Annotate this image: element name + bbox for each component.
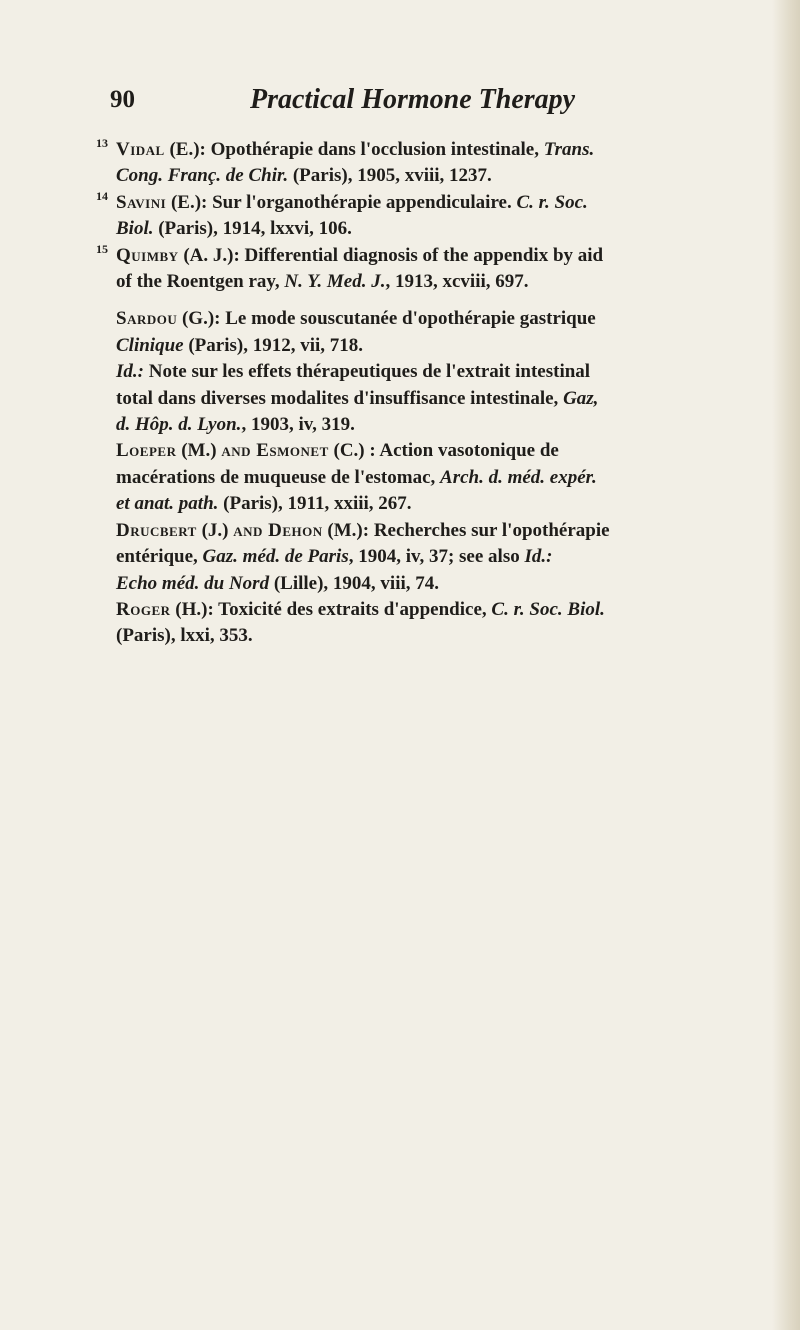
page-edge-shadow bbox=[772, 0, 800, 1330]
reference-text: (Paris), 1912, vii, 718. bbox=[183, 334, 364, 356]
reference-text: (Paris), 1914, lxxvi, 106. bbox=[153, 218, 352, 240]
journal-title: C. r. Soc. bbox=[516, 191, 588, 213]
reference-entry bbox=[96, 306, 756, 359]
author-name: Vidal bbox=[116, 139, 165, 160]
reference-text: of the Roentgen ray, bbox=[116, 271, 285, 293]
journal-title: Gaz, bbox=[563, 387, 599, 409]
reference-text: (Paris), 1905, xviii, 1237. bbox=[288, 165, 492, 187]
reference-line bbox=[116, 190, 756, 216]
reference-text: , 1903, iv, 319. bbox=[241, 414, 355, 436]
reference-text: (E.): Sur l'organothérapie appendiculaire. bbox=[166, 191, 517, 213]
journal-title: Biol. bbox=[116, 218, 154, 240]
journal-title: Id.: bbox=[524, 546, 553, 568]
journal-title: d. Hôp. d. Lyon. bbox=[116, 414, 242, 436]
reference-entry bbox=[96, 597, 756, 650]
reference-line bbox=[116, 438, 756, 464]
reference-text: entérique, bbox=[116, 546, 203, 568]
reference-line bbox=[116, 623, 756, 649]
reference-line bbox=[116, 544, 756, 570]
reference-line bbox=[116, 518, 756, 544]
reference-line bbox=[116, 216, 756, 242]
reference-entry bbox=[96, 359, 756, 438]
journal-title: C. r. Soc. Biol. bbox=[491, 598, 605, 620]
reference-text: (A. J.): Differential diagnosis of the appendix by aid bbox=[178, 244, 604, 266]
journal-title: Clinique bbox=[116, 334, 184, 356]
reference-line bbox=[116, 491, 756, 517]
journal-title: Id.: bbox=[116, 361, 144, 383]
reference-text: (C.) : Action vasotonique de bbox=[328, 440, 559, 462]
reference-list bbox=[96, 137, 756, 650]
reference-entry bbox=[96, 137, 756, 190]
reference-text: macérations de muqueuse de l'estomac, bbox=[116, 466, 441, 488]
reference-entry bbox=[96, 438, 756, 517]
reference-line bbox=[116, 359, 756, 385]
author-name: Roger bbox=[116, 598, 171, 620]
reference-text: total dans diverses modalites d'insuffisance intestinale, bbox=[116, 387, 564, 409]
reference-line bbox=[116, 597, 756, 623]
reference-line bbox=[116, 333, 756, 359]
author-name: Loeper bbox=[116, 440, 177, 462]
journal-title: Gaz. méd. de Paris bbox=[202, 546, 349, 568]
reference-line bbox=[116, 465, 756, 491]
reference-text: (H.): Toxicité des extraits d'appendice, bbox=[170, 598, 492, 620]
reference-entry bbox=[96, 518, 756, 597]
author-name: Savini bbox=[116, 191, 167, 213]
reference-text: (Paris), lxxi, 353. bbox=[116, 625, 253, 647]
journal-title: et anat. path. bbox=[116, 493, 219, 515]
reference-text: (Paris), 1911, xxiii, 267. bbox=[218, 493, 412, 515]
reference-entry bbox=[96, 190, 756, 243]
journal-title: Echo méd. du Nord bbox=[116, 572, 270, 594]
page-number: 90 bbox=[110, 86, 135, 113]
reference-text: , 1904, iv, 37; see also bbox=[348, 546, 525, 568]
reference-line bbox=[116, 163, 756, 189]
reference-line bbox=[116, 412, 756, 438]
running-title: Practical Hormone Therapy bbox=[250, 84, 576, 115]
journal-title: Trans. bbox=[543, 139, 595, 160]
reference-text: (Lille), 1904, viii, 74. bbox=[269, 572, 440, 594]
reference-text: Note sur les effets thérapeutiques de l'extrait intestinal bbox=[143, 361, 591, 383]
footnote-number: 14 bbox=[96, 188, 108, 203]
footnote-number: 15 bbox=[96, 241, 108, 256]
footnote-number: 13 bbox=[96, 136, 108, 150]
page-header bbox=[110, 86, 730, 126]
author-name: and Dehon bbox=[233, 519, 323, 541]
journal-title: N. Y. Med. J. bbox=[284, 271, 386, 293]
reference-line bbox=[116, 306, 756, 332]
author-name: Sardou bbox=[116, 308, 178, 330]
reference-line bbox=[116, 269, 756, 295]
reference-entry bbox=[96, 243, 756, 296]
author-name: and Esmonet bbox=[221, 440, 329, 462]
reference-line bbox=[116, 243, 756, 269]
reference-text: , 1913, xcviii, 697. bbox=[385, 271, 529, 293]
reference-text: (M.): Recherches sur l'opothérapie bbox=[322, 519, 610, 541]
reference-line bbox=[116, 137, 756, 163]
journal-title: Cong. Franç. de Chir. bbox=[116, 165, 289, 187]
reference-text: (M.) bbox=[176, 440, 222, 462]
reference-line bbox=[116, 386, 756, 412]
reference-text: (J.) bbox=[196, 519, 234, 541]
author-name: Drucbert bbox=[116, 519, 197, 541]
author-name: Quimby bbox=[116, 244, 179, 266]
reference-text: (E.): Opothérapie dans l'occlusion intestinale, bbox=[164, 139, 544, 160]
reference-line bbox=[116, 571, 756, 597]
journal-title: Arch. d. méd. expér. bbox=[440, 466, 597, 488]
reference-text: (G.): Le mode souscutanée d'opothérapie gastrique bbox=[177, 308, 596, 330]
